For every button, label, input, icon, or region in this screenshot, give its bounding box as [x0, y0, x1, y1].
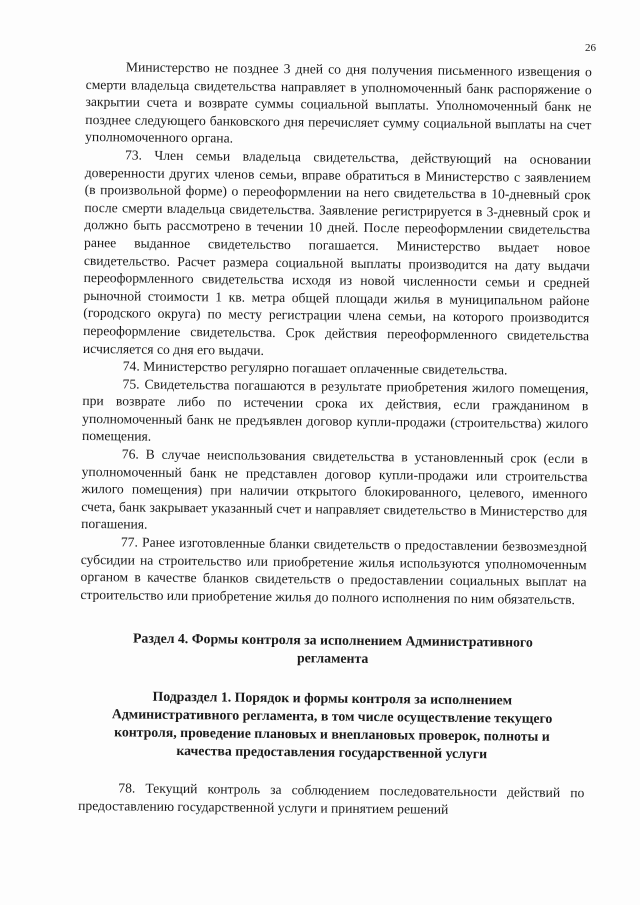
page-number: 26 — [585, 42, 596, 54]
paragraph-75: 75. Свидетельства погашаются в результате приобретения жилого помещения, при возврате либо по истечении срока их действия, если гражданином в уполномоченный банк не предъявлен договор купли-продажи (строительства) жилого помещения. — [81, 376, 589, 445]
paragraph-76: 76. В случае неиспользования свидетельства в установленный срок (если в уполномоченный банк не представлен договор купли-продажи или строительства жилого помещения) при наличии открытого блокированного, целевого, именного счета, банк закрывает указанный счет и направляет свидетельство в Министерство для погашения. — [81, 446, 588, 533]
paragraph-72-continuation: Министерство не позднее 3 дней со дня получения письменного извещения о смерти владельца свидетельства направляет в уполномоченный банк распоряжение о закрытии счета и возврате суммы социальной выплаты. Уполномоченный банк не позднее следующего банковского дня перечисляет сумму социальной выплаты на счет уполномоченного органа. — [85, 59, 592, 146]
paragraph-74: 74. Министерство регулярно погашает оплаченные свидетельства. — [122, 358, 508, 378]
paragraph-73: 73. Член семьи владельца свидетельства, действующий на основании доверенности других членов семьи, вправе обратиться в Министерство с заявлением (в произвольной форме) о переоформлении на него свидетельства в 10-дневный срок после смерти владельца свидетельства. Заявление регистрируется в 3-дневный срок и должно быть рассмотрено в течении 10 дней. После переоформлении свидетельства ранее выданное свидетельство погашается. Министерство выдает новое свидетельство. Расчет размера социальной выплаты производится на дату выдачи переоформленного свидетельства исходя из новой численности семьи и средней рыночной стоимости 1 кв. метра общей площади жилья в муниципальном районе (городского округа) по месту регистрации члена семьи, на которого производится переоформление свидетельства. Срок действия переоформленного свидетельства исчисляется со дня его выдачи. — [82, 147, 592, 358]
paragraph-77: 77. Ранее изготовленные бланки свидетельств о предоставлении безвозмездной субсидии на строительство или приобретение жилья используются уполномоченным органом в качестве бланков свидетельств о предоставлении социальных выплат на строительство или приобретение жилья до полного исполнения по ним обязательств. — [80, 534, 587, 607]
section-4-heading: Раздел 4. Формы контроля за исполнением Административного регламента — [132, 630, 533, 667]
subsection-1-heading: Подраздел 1. Порядок и формы контроля за исполнением Административного регламента, в том числе осуществление текущего контроля, проведение плановых и внеплановых проверок, полноты и качества предоставления государственной услуги — [111, 689, 553, 762]
paragraph-78: 78. Текущий контроль за соблюдением последовательности действий по предоставлению государственной услуги и принятием решений — [78, 780, 585, 817]
document-body — [78, 58, 592, 820]
